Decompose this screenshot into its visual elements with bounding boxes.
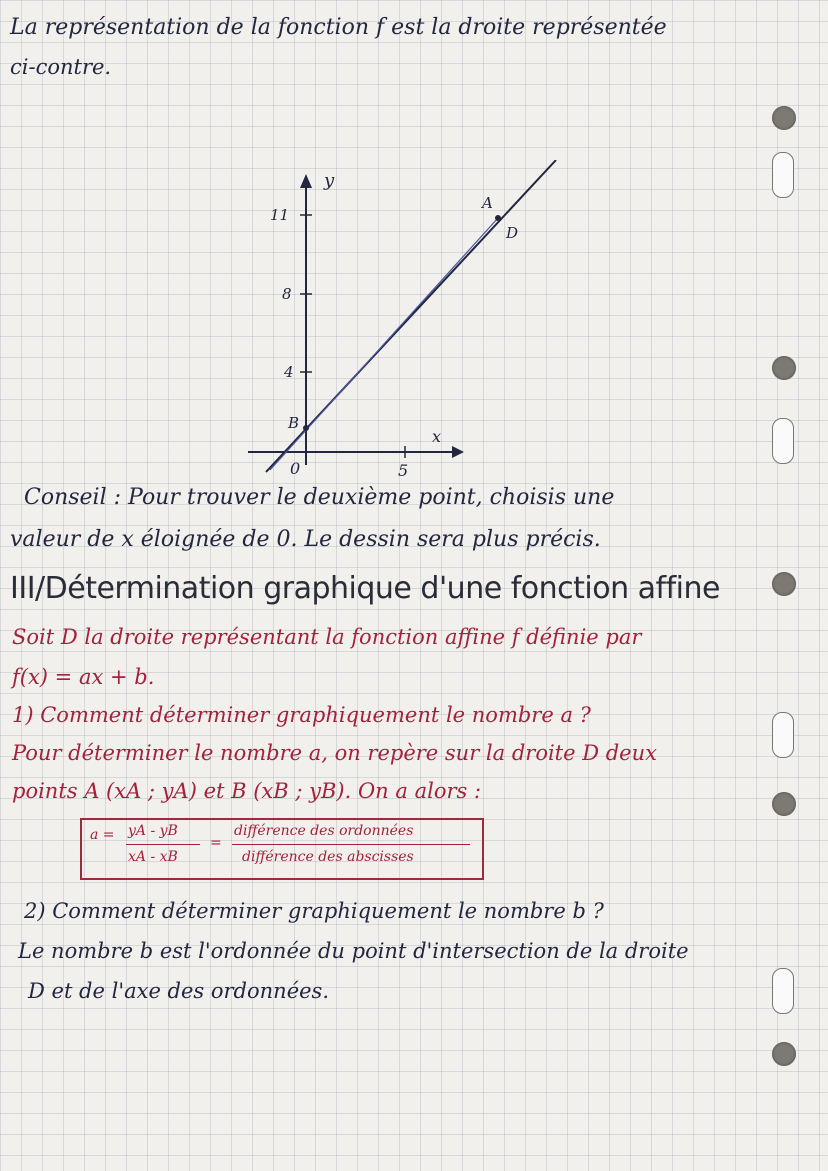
formula-text-fraction-bar [232, 844, 470, 845]
advice-line-1: Conseil : Pour trouver le deuxième point, choisis une [24, 485, 615, 510]
slope-formula-box [80, 818, 484, 880]
question-1-answer-2: points A (xA ; yA) et B (xB ; yB). On a alors : [12, 779, 482, 803]
y-tick-label-8: 8 [282, 285, 292, 303]
point-A [495, 215, 501, 221]
question-2: 2) Comment déterminer graphiquement le nombre b ? [24, 899, 604, 923]
intro-line-1: La représentation de la fonction f est la droite représentée [10, 15, 667, 40]
definition-line-1: Soit D la droite représentant la fonction affine f définie par [12, 625, 642, 649]
formula-fraction-bar [126, 844, 200, 845]
x-axis-arrow [452, 446, 464, 458]
y-axis-label: y [324, 170, 335, 191]
binder-slot [772, 968, 794, 1014]
definition-line-2: f(x) = ax + b. [12, 665, 155, 689]
binder-slot [772, 712, 794, 758]
question-2-answer-1: Le nombre b est l'ordonnée du point d'intersection de la droite [18, 939, 689, 963]
question-1: 1) Comment déterminer graphiquement le nombre a ? [12, 703, 591, 727]
formula-text-denominator: différence des abscisses [242, 849, 414, 865]
question-1-answer-1: Pour déterminer le nombre a, on repère sur la droite D deux [12, 741, 657, 765]
y-tick-label-11: 11 [270, 206, 290, 224]
binder-slot [772, 418, 794, 464]
point-B [303, 425, 309, 431]
intro-line-2: ci-contre. [10, 55, 112, 79]
line-D [266, 160, 556, 472]
point-A-label: A [482, 194, 493, 212]
line-D-sketch [270, 218, 498, 470]
y-axis-arrow [300, 174, 312, 188]
x-axis-label: x [432, 427, 442, 446]
formula-numerator: yA - yB [128, 823, 178, 839]
binder-hole [772, 1042, 796, 1066]
formula-a-equals: a = [90, 827, 115, 843]
function-graph [240, 160, 570, 490]
binder-slot [772, 152, 794, 198]
binder-hole [772, 572, 796, 596]
binder-hole [772, 792, 796, 816]
formula-equals: = [210, 835, 222, 851]
section-title: III/Détermination graphique d'une fonction affine [10, 571, 720, 606]
formula-text-numerator: différence des ordonnées [234, 823, 414, 839]
x-tick-label-5: 5 [398, 461, 409, 480]
point-B-label: B [288, 414, 300, 432]
formula-denominator: xA - xB [128, 849, 178, 865]
line-D-label: D [506, 224, 519, 242]
question-2-answer-2: D et de l'axe des ordonnées. [28, 979, 330, 1003]
advice-line-2: valeur de x éloignée de 0. Le dessin sera plus précis. [10, 527, 601, 552]
origin-label: 0 [290, 459, 301, 478]
y-tick-label-4: 4 [284, 363, 294, 381]
binder-hole [772, 106, 796, 130]
binder-hole [772, 356, 796, 380]
